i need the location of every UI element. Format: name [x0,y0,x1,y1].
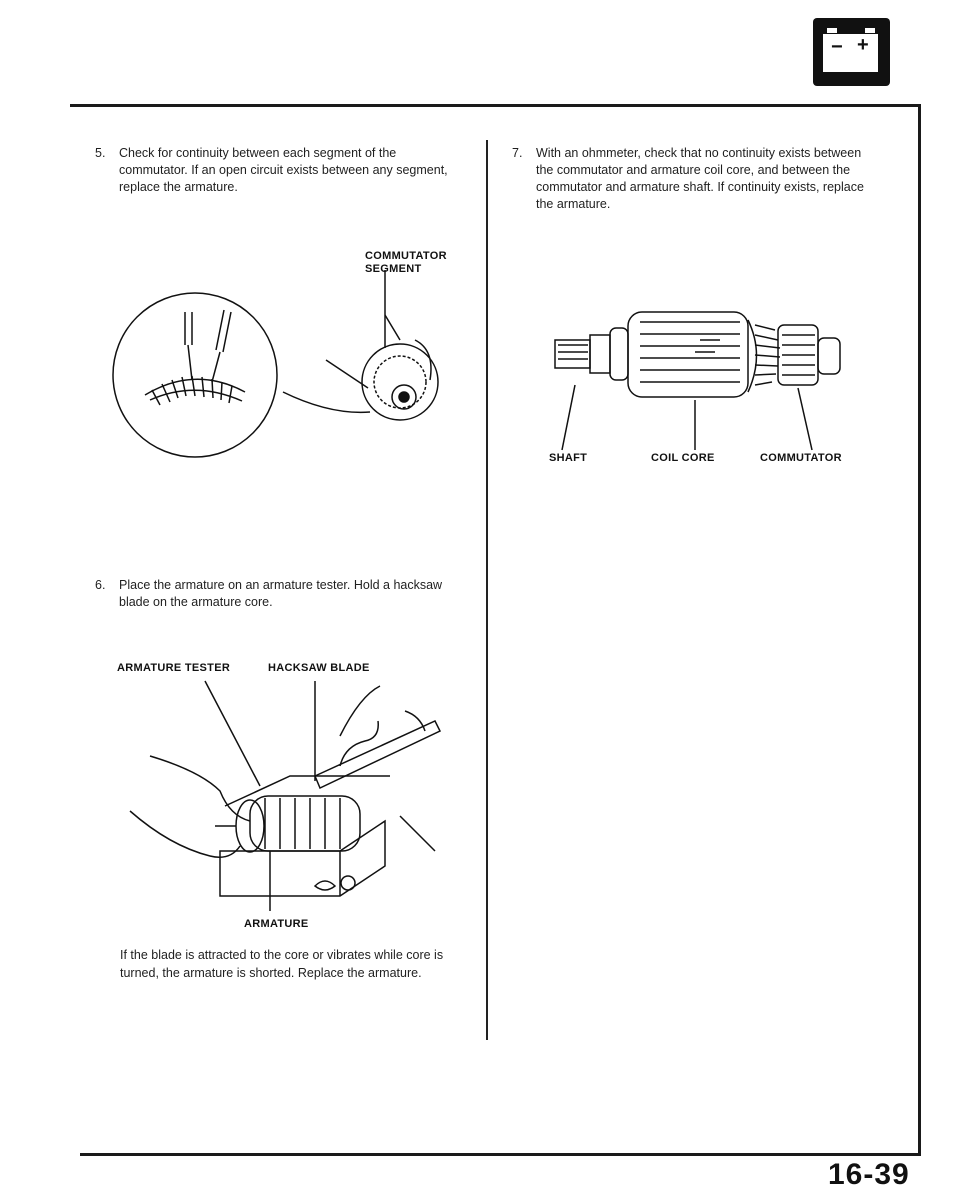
footer-rule [80,1153,921,1156]
fig1-label-segment: SEGMENT [365,263,422,275]
fig3-label-shaft: SHAFT [549,452,588,464]
fig2-label-blade: HACKSAW BLADE [268,662,370,674]
step-6 [95,577,460,611]
step-7 [512,145,872,213]
leader-commutator [798,388,812,450]
armature-continuity-figure [550,300,870,450]
header-rule [70,104,920,107]
magnifier-circle [113,293,277,457]
step-6-number: 6. [95,578,106,592]
shaft-left [555,340,590,368]
fig2-label-tester: ARMATURE TESTER [117,662,231,674]
fig3-label-commutator: COMMUTATOR [760,452,842,464]
fig3-label-coil: COIL CORE [651,452,715,464]
fig2-label-armature: ARMATURE [244,918,309,930]
hand-left [150,756,250,821]
coil-core [628,312,748,397]
right-border [918,104,921,1154]
battery-icon [813,18,890,86]
page-number: 16-39 [828,1158,910,1191]
step-5-number: 5. [95,146,106,160]
step-7-text: With an ohmmeter, check that no continuity exists between the commutator and armature coil core, and between the commutator and armature shaft. If continuity exists, replace the armature. [536,146,864,211]
step-7-number: 7. [512,146,523,160]
battery-minus: − [831,36,843,58]
fig1-label-commutator: COMMUTATOR [365,250,447,262]
step-5-text: Check for continuity between each segment of the commutator. If an open circuit exists between any segment, replace the armature. [119,146,448,194]
battery-terminal-right [865,28,875,33]
hand-right [340,686,380,766]
probe-right [216,310,231,352]
column-divider [486,140,488,1040]
battery-terminal-left [827,28,837,33]
step-5 [95,145,460,196]
armature-core [250,796,360,851]
battery-body [823,34,878,72]
shorted-armature-note: If the blade is attracted to the core or vibrates while core is turned, the armature is shorted. Replace the armature. [120,948,444,980]
leader-tester [205,681,260,786]
probe-left [185,312,192,345]
step-6-text: Place the armature on an armature tester. Hold a hacksaw blade on the armature core. [119,578,443,609]
commutator-segment-figure [100,270,440,460]
armature-tester-figure [110,676,450,916]
leader-shaft [562,385,575,450]
battery-plus: + [857,34,869,56]
